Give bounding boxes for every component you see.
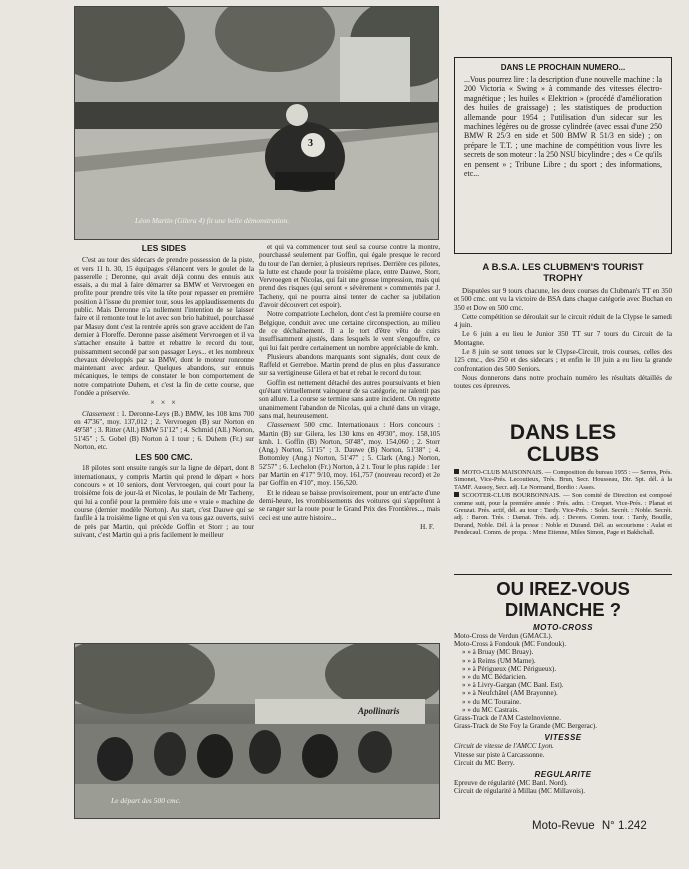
club-item-text: SCOOTER-CLUB BOURBONNAIS. — Son comité de Direction est composé comme suit, pour la première année : Prés. adm. : Crequet. Vice-Prés. : Planat et Greuzat. Prés. actif, dél. au tour : Tardy. Vice-Prés. : Solet. Secrét. : Noble. Secrét. adj. : Baron. Trés. : Damat. Trés. adj. : Devers. Comm. tour. : Tardy, Bouille, Durand, Noble. Dél. à la presse : Noble et Durand. Dél. au secourisme : Aulat et Pendecaul. Comm. de propa. : Mme Etienne, Miles Simon, Page et Bakhchall. xyxy=(454,492,672,537)
regularite-head: REGULARITE xyxy=(534,770,592,780)
bsa-title: A B.S.A. LES CLUBMEN'S TOURIST TROPHY xyxy=(482,262,644,284)
regularite-line: Epreuve de régularité (MC Banl. Nord). xyxy=(454,779,568,788)
middle-closing: Et le rideau se baisse provisoirement, pour un entr'acte d'une demi-heure, les vrombissements des voitures qui s'apprêtent à se ranger sur la route pour le Grand Prix des Frontières..., mais ceci est une autre histoire... xyxy=(259,488,440,522)
separator: × × × xyxy=(150,398,178,408)
footer-issue: N° 1.242 xyxy=(601,820,647,832)
photo-scene xyxy=(75,7,439,240)
page-footer xyxy=(532,820,647,832)
motocross-line: » » du MC Bédaricien. xyxy=(462,673,527,682)
motocross-line: Moto-Cross de Verdun (GMACL). xyxy=(454,632,553,640)
dimanche-title-line2: DIMANCHE ? xyxy=(504,599,622,620)
square-bullet-icon xyxy=(454,469,459,474)
divider xyxy=(454,574,672,575)
bsa-paragraph: Le 8 juin se sont tenues sur le Clypse-Circuit, trois courses, celles des 125 cmc., des 250 et des sidecars ; et enfin le 10 juin a eu lieu la grande confrontation des 500 Seniors. xyxy=(454,348,672,373)
motocross-line: » » à Livry-Gargan (MC Banl. Est). xyxy=(462,681,564,690)
clubs-title-line2: CLUBS xyxy=(526,443,600,466)
club-item-text: MOTO-CLUB MAISONNAIS. — Composition du bureau 1955 : — Serres, Prés. Simonet, Vice-Prés. Lecoutieux, Trés. Brun, Secr. Housseau, Dir. Spt. dél. à la TAMF. Aussoy, Secr. adj. Le Normand, Bordio : Asses. xyxy=(454,469,672,491)
middle-paragraph: Notre compatriote Lechelon, dont c'est la première course en Belgique, conduit avec une certaine circonspection, au milieu de ce déchaînement. Il a le tort d'être vêtu de cuirs insuffisamment ajustés, dans lesquels le vent s'engouffre, ce qui lui fait perdre certainement un nombre appréciable de kmh. xyxy=(259,310,440,352)
sides-classement-text: : 1. Deronne-Leys (B.) BMW, les 108 kms 700 en 47'36", moy. 137,012 ; 2. Vervroegen (B) sur Norton en 49'58" ; 3. Ritter (All.) BMW 51'12" ; 4. Schmid (All.) Norton, 51'45" ; 5. Gobel (B) Norton à 1 tour ; 6. Duhem (Fr.) sur Norton, etc. xyxy=(74,409,254,451)
middle-classement xyxy=(259,421,440,487)
sides-classement-label: Classement xyxy=(82,409,115,418)
dimanche-title-line1: OU IREZ-VOUS xyxy=(496,578,630,599)
sides-title: LES SIDES xyxy=(141,243,187,253)
club-item-maisonnais xyxy=(454,469,672,491)
cc500-title: LES 500 CMC. xyxy=(135,452,193,463)
photo-top-caption: Léon Martin (Gilera 4) fit une belle démonstration. xyxy=(135,216,290,225)
vitesse-line: Vitesse sur piste à Carcassonne. xyxy=(454,750,545,759)
middle-paragraph: Goffin est nettement détaché des autres poursuivants et bien qu'étant virtuellement vainqueur de sa catégorie, ne ralentit pas son allure. La course se termine sans autre incident. On regrette unanimement l'abandon de Nicolas, qui a chuté dans un virage, sans mal, heureusement. xyxy=(259,378,440,420)
motocross-line: » » à Reims (UM Marne). xyxy=(462,656,536,665)
photo-depart-500 xyxy=(74,643,440,819)
bsa-paragraph: Cette compétition se déroulait sur le circuit réduit de la Clypse le samedi 4 juin. xyxy=(454,312,672,330)
sides-classement xyxy=(74,410,254,451)
square-bullet-icon xyxy=(454,492,459,497)
vitesse-line: Circuit du MC Berry. xyxy=(454,758,515,767)
club-item-bourbonnais xyxy=(454,492,672,536)
bsa-paragraph: Nous donnerons dans notre prochain numéro les résultats détaillés de toutes ces épreuves. xyxy=(454,373,672,391)
photo-bottom-caption: Le départ des 500 cmc. xyxy=(111,796,181,805)
middle-paragraph: et qui va commencer tout seul sa course contre la montre, pourchassé seulement par Goffin, qui égale presque le record du tour de l'an dernier, à plusieurs reprises. Derrière ces pilotes, la lutte est chaude pour la troisième place, entre Dauwe, Storr, Vervroegen et Nicolas, qui fait une grosse impression, mais qui prend des risques (qui seront « sévèrement » commentés par J. Tacheny, qui ne pourra ainsi tenter de cacher sa jubilation d'avoir découvert cet espoir). xyxy=(259,243,440,310)
motocross-line: Grass-Track de Ste Foy la Grande (MC Bergerac). xyxy=(454,722,598,731)
signature: H. F. xyxy=(420,522,434,531)
motocross-line: » » à Neufchâtel (AM Brayonne). xyxy=(462,689,558,698)
motocross-line: » » à Périgueux (MC Périgueux). xyxy=(462,664,557,673)
middle-classement-label: Classement xyxy=(267,421,300,430)
column-middle xyxy=(259,243,440,641)
vitesse-line: Circuit de vitesse de l'AMCC Lyon. xyxy=(454,742,554,751)
middle-paragraph: Plusieurs abandons marquants sont signalés, dont ceux de Raffeld et Gerreboe. Martin prend de plus en plus d'assurance sur sa vertigineuse Gilera et bat et rebat le record du tour. xyxy=(259,352,440,378)
photo-bottom-banner: Apollinaris xyxy=(358,706,400,716)
motocross-head: MOTO-CROSS xyxy=(533,623,593,632)
middle-classement-text: 500 cmc. Internationaux : Hors concours : Martin (B) sur Gilera, les 130 kms en 49'30", moy. 158,105 kmh. 1. Goffin (B) Norton, 50'48", moy. 154,060 ; 2. Storr (Ang.) Norton, 51'15" ; 3. Dauwe (B) Norton, 51'38" ; 4. Bottomley (Ang.) Norton, 51'47" ; 5. Clark (Ang.) Norton, 52'57" ; 6. Lechelon (Fr.) Norton, à 2 t. Tour le plus rapide : 1er par Martin en 4'17" 9/10, moy. 161,757 (nouveau record) et 2e par Goffin en 4'10", moy. 156,520. xyxy=(259,421,440,488)
motocross-line: » » à Bruay (MC Bruay). xyxy=(462,648,534,657)
regularite-line: Circuit de régularité à Millau (MC Millavois). xyxy=(454,787,586,796)
photo-top-number: 3 xyxy=(308,138,313,149)
photo-martin-gilera xyxy=(74,6,439,240)
dimanche-section xyxy=(454,578,672,810)
photo-bottom-scene xyxy=(75,644,440,819)
vitesse-head: VITESSE xyxy=(544,733,582,743)
prochain-text: ...Vous pourrez lire : la description d'une nouvelle machine : la 200 Victoria « Swing » à commande des vitesses électro-magnétique ; les huiles « Elektrion » (procédé d'amélioration des huiles de graissage) ; les statistiques de production allemande pour 1954 ; l'utilisation d'un sidecar sur les machines légères ou de grosse cylindrée (avec essai d'une 250 BMW R 25/3 en side et 500 BMW R 51/3 en side) ; on prépare le T.T. ; une machine de compétition vous livre les secrets de son moteur : la 250 NSU bicylindre ; des « Ce qu'ils en pensent » ; Tribune Libre ; du sport ; des informations, etc... xyxy=(464,75,662,179)
motocross-line: » » du MC Castrais. xyxy=(462,705,519,714)
box-prochain-numero xyxy=(454,57,672,254)
bsa-paragraph: Le 6 juin a eu lieu le Junior 350 TT sur 7 tours du Circuit de la Montagne. xyxy=(454,330,672,347)
sides-paragraph: C'est au tour des sidecars de prendre possession de la piste, et vers 11 h. 30, 15 équipages s'élancent vers le goulet de la passerelle ; Deronne, qui avait déjà connu des ennuis aux essais, a du mal à faire démarrer sa BMW et Vervroegen en profite pour prendre très vite la tête pour repasser en première position à l'issue du premier tour, sous les applaudissements du public. Mais Deronne n'a nullement l'intention de se laisser faire et il remonte tout le lot avec son brio habituel, pourchassé par Masuy dont c'est la rentrée après son grave accident de l'an dernier à Floreffe. Deronne passe aisément Vervroegen et il va s'attacher ensuite à battre et rebattre le record du tour, puissamment secondé par son passager Leys... et les nombreux chevaux développés par sa BMW, dont le moteur ronronne maintenant avec ardeur. Quelques abandons, sur ennuis mécaniques, le temps de constater le bon comportement de notre compatriote Duhem, et c'est la fin de cette course, que l'ondée a préservée. xyxy=(74,256,254,398)
column-left xyxy=(74,243,254,641)
cc500-paragraph: 18 pilotes sont ensuite rangés sur la ligne de départ, dont 8 internationaux, y compris Martin qui prend le départ « hors concours » et 10 seniors, dont Vervroegen, qui court pour la troisième fois de jour-là et Nicolas, le poulain de Mr Tacheny, qui lui a confié pour la première fois une « vraie » machine de course (dernier modèle Norton). Au start, c'est Dauwe qui se faufile à la troisième ligne et qui s'en va tous gaz ouverts, suivi de près par Martin, qui précède Goffin et Storr ; au tour suivant, c'est Martin qui a pris facilement le meilleur xyxy=(74,464,254,539)
clubs-title-line1: DANS LES xyxy=(509,422,617,444)
clubs-section xyxy=(454,422,672,570)
prochain-title: DANS LE PROCHAIN NUMERO... xyxy=(500,63,626,72)
footer-publication: Moto-Revue xyxy=(532,820,595,832)
motocross-line: Moto-Cross à Fondouk (MC Fondouk). xyxy=(454,640,567,649)
motocross-line: » » du MC Touraine. xyxy=(462,697,522,706)
bsa-paragraph: Disputées sur 9 tours chacune, les deux courses du Clubman's TT en 350 et 500 cmc. ont vu la victoire de BSA dans chaque catégorie avec Buchan en 350 et Dow en 500 cmc. xyxy=(454,287,672,312)
bsa-article xyxy=(454,262,672,420)
motocross-line: Grass-Track de l'AM Castelnovienne. xyxy=(454,714,562,723)
